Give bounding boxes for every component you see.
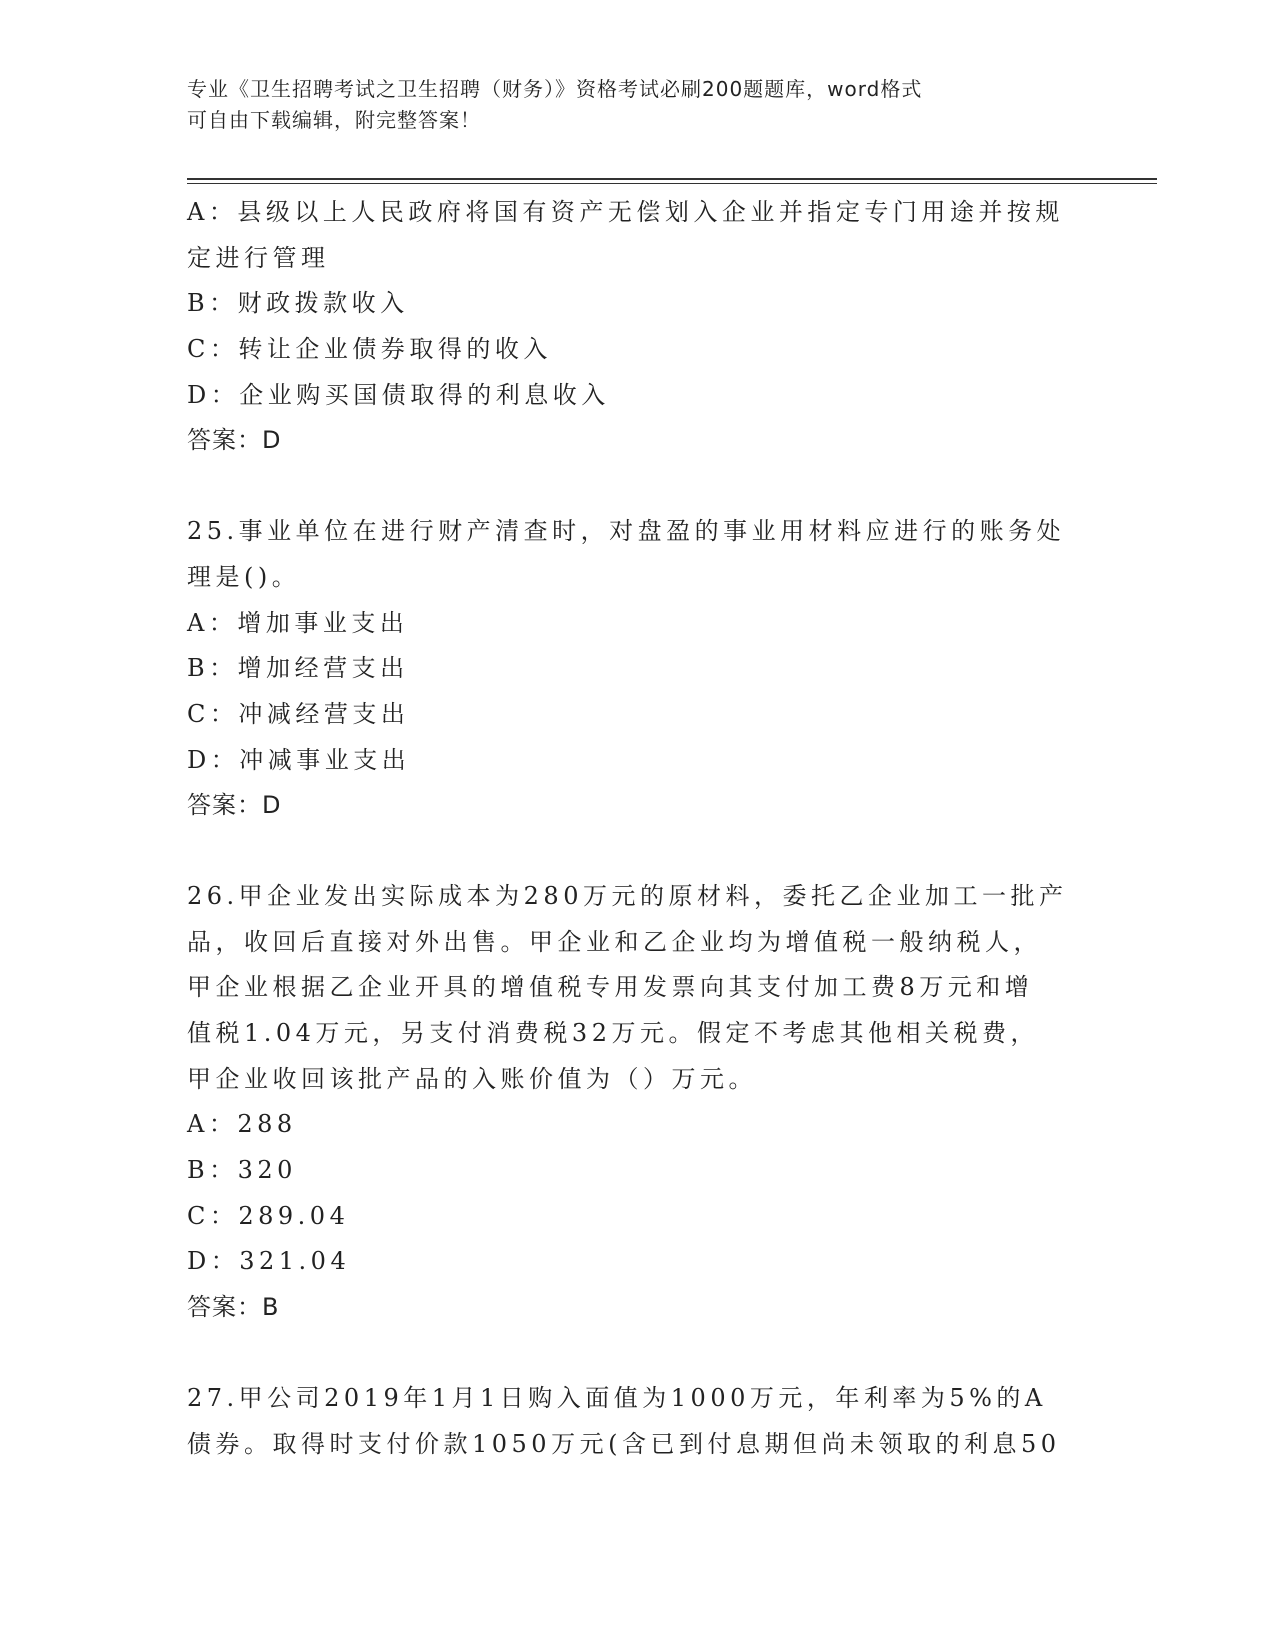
document-header (187, 74, 1087, 136)
question-stem-continued: 值税1.04万元，另支付消费税32万元。假定不考虑其他相关税费， (187, 1019, 1039, 1047)
option-b: B：财政拨款收入 (187, 289, 409, 318)
option-b: B：320 (187, 1156, 297, 1185)
answer: 答案：D (187, 426, 282, 455)
question-content (187, 190, 1067, 1467)
answer: 答案：B (187, 1293, 280, 1322)
question-stem-continued: 理是()。 (187, 562, 301, 591)
option-c: C：289.04 (187, 1201, 350, 1230)
option-a-continued: 定进行管理 (187, 243, 330, 272)
question-spacer (187, 464, 1067, 509)
header-divider-thick (187, 178, 1157, 180)
question-stem-continued: 品，收回后直接对外出售。甲企业和乙企业均为增值税一般纳税人， (187, 927, 1042, 956)
answer: 答案：D (187, 791, 282, 820)
question-27 (187, 1376, 1067, 1467)
question-stem: 25.事业单位在进行财产清查时，对盘盈的事业用材料应进行的账务处 (187, 517, 1066, 546)
question-spacer (187, 829, 1067, 874)
question-spacer (187, 1331, 1067, 1376)
question-stem: 27.甲公司2019年1月1日购入面值为1000万元，年利率为5%的A (187, 1383, 1047, 1412)
option-a: A：增加事业支出 (187, 608, 409, 637)
option-d: D：企业购买国债取得的利息收入 (187, 380, 610, 409)
question-26 (187, 874, 1067, 1331)
question-25 (187, 509, 1067, 829)
option-c: C：冲减经营支出 (187, 699, 410, 728)
question-24 (187, 190, 1067, 464)
header-line-1: 专业《卫生招聘考试之卫生招聘（财务）》资格考试必刷200题题库，word格式 (187, 77, 923, 101)
option-d: D：冲减事业支出 (187, 745, 411, 774)
option-b: B：增加经营支出 (187, 654, 409, 683)
question-stem-continued: 甲企业收回该批产品的入账价值为（）万元。 (187, 1064, 757, 1093)
question-stem-continued: 债券。取得时支付价款1050万元(含已到付息期但尚未领取的利息50 (187, 1429, 1061, 1458)
header-divider-thin (187, 183, 1157, 184)
option-d: D：321.04 (187, 1247, 351, 1276)
option-a: A：县级以上人民政府将国有资产无偿划入企业并指定专门用途并按规 (187, 198, 1064, 226)
option-c: C：转让企业债券取得的收入 (187, 335, 552, 364)
option-a: A：288 (187, 1110, 297, 1139)
question-stem: 26.甲企业发出实际成本为280万元的原材料，委托乙企业加工一批产 (187, 881, 1068, 910)
question-stem-continued: 甲企业根据乙企业开具的增值税专用发票向其支付加工费8万元和增 (187, 973, 1034, 1002)
header-line-2: 可自由下载编辑，附完整答案！ (187, 108, 481, 132)
